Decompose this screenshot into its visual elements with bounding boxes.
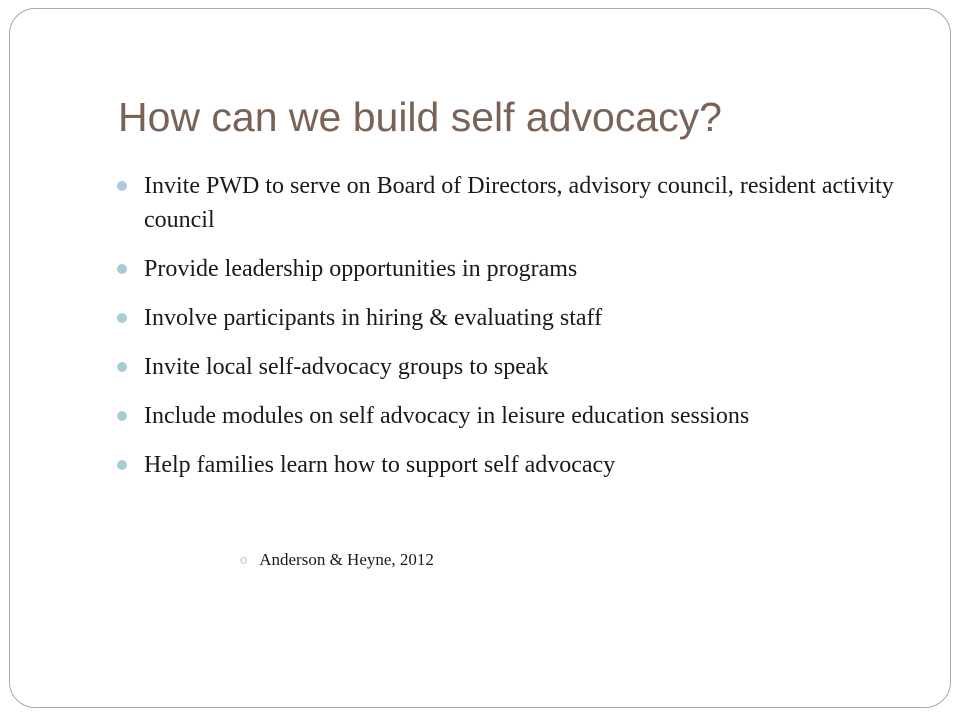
bullet-item xyxy=(114,301,924,335)
bullet-item xyxy=(114,448,924,482)
bullet-dot-icon xyxy=(117,460,127,470)
bullet-item xyxy=(114,350,924,384)
bullet-text: Provide leadership opportunities in programs xyxy=(144,256,578,282)
sub-bullet-circle-icon: o xyxy=(240,552,248,567)
bullet-dot-icon xyxy=(117,362,127,372)
bullet-text: Help families learn how to support self advocacy xyxy=(144,452,616,478)
bullet-dot-icon xyxy=(117,313,127,323)
bullet-dot-icon xyxy=(117,264,127,274)
citation-text: Anderson & Heyne, 2012 xyxy=(259,550,434,569)
citation xyxy=(240,548,434,572)
bullet-dot-icon xyxy=(117,411,127,421)
bullet-item xyxy=(114,399,924,433)
bullet-item xyxy=(114,252,924,286)
bullet-dot-icon xyxy=(117,181,127,191)
slide-frame xyxy=(9,8,951,708)
bullet-list xyxy=(114,169,924,497)
bullet-text: Invite PWD to serve on Board of Directors, advisory council, resident activity council xyxy=(144,173,894,233)
bullet-item xyxy=(114,169,924,237)
slide-title: How can we build self advocacy? xyxy=(118,94,722,140)
bullet-text: Involve participants in hiring & evaluating staff xyxy=(144,305,603,331)
bullet-text: Invite local self-advocacy groups to speak xyxy=(144,354,549,380)
bullet-text: Include modules on self advocacy in leisure education sessions xyxy=(144,403,750,429)
